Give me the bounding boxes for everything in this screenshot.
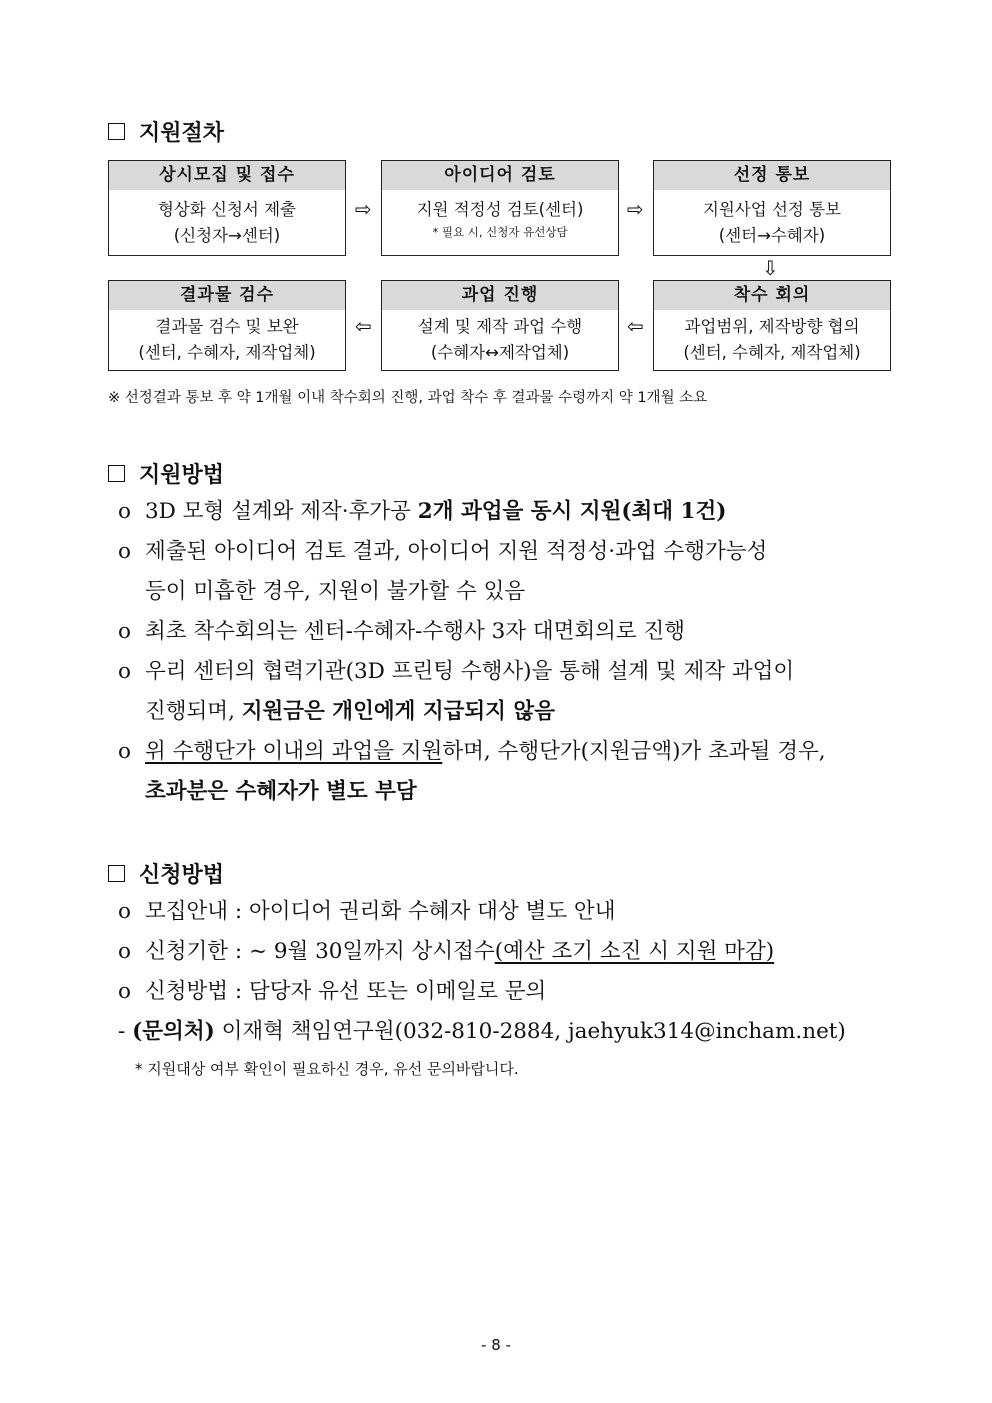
arrow-left-icon: ⇦ [355, 314, 372, 338]
flow-step-review [381, 160, 619, 256]
section-title-method: 지원방법 [108, 458, 224, 489]
checkbox-icon [108, 465, 125, 482]
list-item: o 신청기한 : ~ 9월 30일까지 상시접수(예산 조기 소진 시 지원 마감) [118, 932, 774, 972]
bullet: o [118, 979, 131, 1004]
flow-step-title: 선정 통보 [654, 161, 890, 190]
flow-step-title: 착수 회의 [654, 281, 890, 310]
flow-step-line: 결과물 검수 및 보완 [155, 317, 299, 336]
flow-note: ※ 선정결과 통보 후 약 1개월 이내 착수회의 진행, 과업 착수 후 결과물 수령까지 약 1개월 소요 [108, 390, 708, 406]
bullet: o [118, 899, 131, 924]
bullet: o [118, 619, 131, 644]
flow-step-line: 지원 적정성 검토(센터) [416, 200, 584, 219]
flow-step-title: 과업 진행 [382, 281, 618, 310]
list-item: o 우리 센터의 협력기관(3D 프린팅 수행사)을 통해 설계 및 제작 과업이 [118, 652, 794, 692]
contact-note: * 지원대상 여부 확인이 필요하신 경우, 유선 문의바랍니다. [135, 1060, 519, 1078]
flow-step-line: 지원사업 선정 통보 [702, 200, 841, 219]
flow-step-line: (센터→수혜자) [718, 226, 826, 245]
flow-step-line: (신청자→센터) [173, 226, 281, 245]
flow-step-kickoff [653, 280, 891, 371]
flow-step-line: (수혜자↔제작업체) [430, 343, 570, 362]
bullet: o [118, 739, 131, 764]
bullet: o [118, 539, 131, 564]
flow-step-line: (센터, 수혜자, 제작업체) [683, 343, 861, 362]
list-item: o 모집안내 : 아이디어 권리화 수혜자 대상 별도 안내 [118, 892, 615, 932]
arrow-down-icon: ⇩ [762, 256, 779, 280]
flow-step-line: 형상화 신청서 제출 [157, 200, 296, 219]
flow-step-inspection [108, 280, 346, 371]
checkbox-icon [108, 865, 125, 882]
flow-step-recruit [108, 160, 346, 256]
bullet: o [118, 499, 131, 524]
flow-step-line: 과업범위, 제작방향 협의 [684, 317, 860, 336]
flow-step-title: 아이디어 검토 [382, 161, 618, 190]
section-title-procedure: 지원절차 [108, 116, 224, 147]
list-item-continuation: 진행되며, 지원금은 개인에게 지급되지 않음 [145, 699, 555, 724]
arrow-left-icon: ⇦ [627, 314, 644, 338]
list-item: o 위 수행단가 이내의 과업을 지원하며, 수행단가(지원금액)가 초과될 경우, [118, 732, 826, 772]
arrow-right-icon: ⇨ [627, 197, 644, 221]
arrow-right-icon: ⇨ [355, 197, 372, 221]
list-item: o 최초 착수회의는 센터-수혜자-수행사 3자 대면회의로 진행 [118, 612, 685, 652]
section-title-apply: 신청방법 [108, 858, 224, 889]
checkbox-icon [108, 123, 125, 140]
bullet: o [118, 659, 131, 684]
list-item: o 3D 모형 설계와 제작·후가공 2개 과업을 동시 지원(최대 1건) [118, 492, 726, 532]
bullet: o [118, 939, 131, 964]
list-item-continuation: 등이 미흡한 경우, 지원이 불가할 수 있음 [145, 579, 526, 604]
flow-step-line: (센터, 수혜자, 제작업체) [138, 343, 316, 362]
flow-step-title: 상시모집 및 접수 [109, 161, 345, 190]
list-item: o 신청방법 : 담당자 유선 또는 이메일로 문의 [118, 972, 546, 1012]
page-number: - 8 - [481, 1336, 511, 1354]
flow-step-notify [653, 160, 891, 256]
flow-step-line: 설계 및 제작 과업 수행 [417, 317, 583, 336]
flow-step-progress [381, 280, 619, 371]
list-item-continuation: 초과분은 수혜자가 별도 부담 [145, 779, 417, 804]
flow-step-subnote: * 필요 시, 신청자 유선상담 [432, 225, 568, 239]
flow-step-title: 결과물 검수 [109, 281, 345, 310]
list-item: o 제출된 아이디어 검토 결과, 아이디어 지원 적정성·과업 수행가능성 [118, 532, 767, 572]
contact-line: - (문의처) 이재혁 책임연구원(032-810-2884, jaehyuk314@incham.net) [118, 1019, 846, 1044]
